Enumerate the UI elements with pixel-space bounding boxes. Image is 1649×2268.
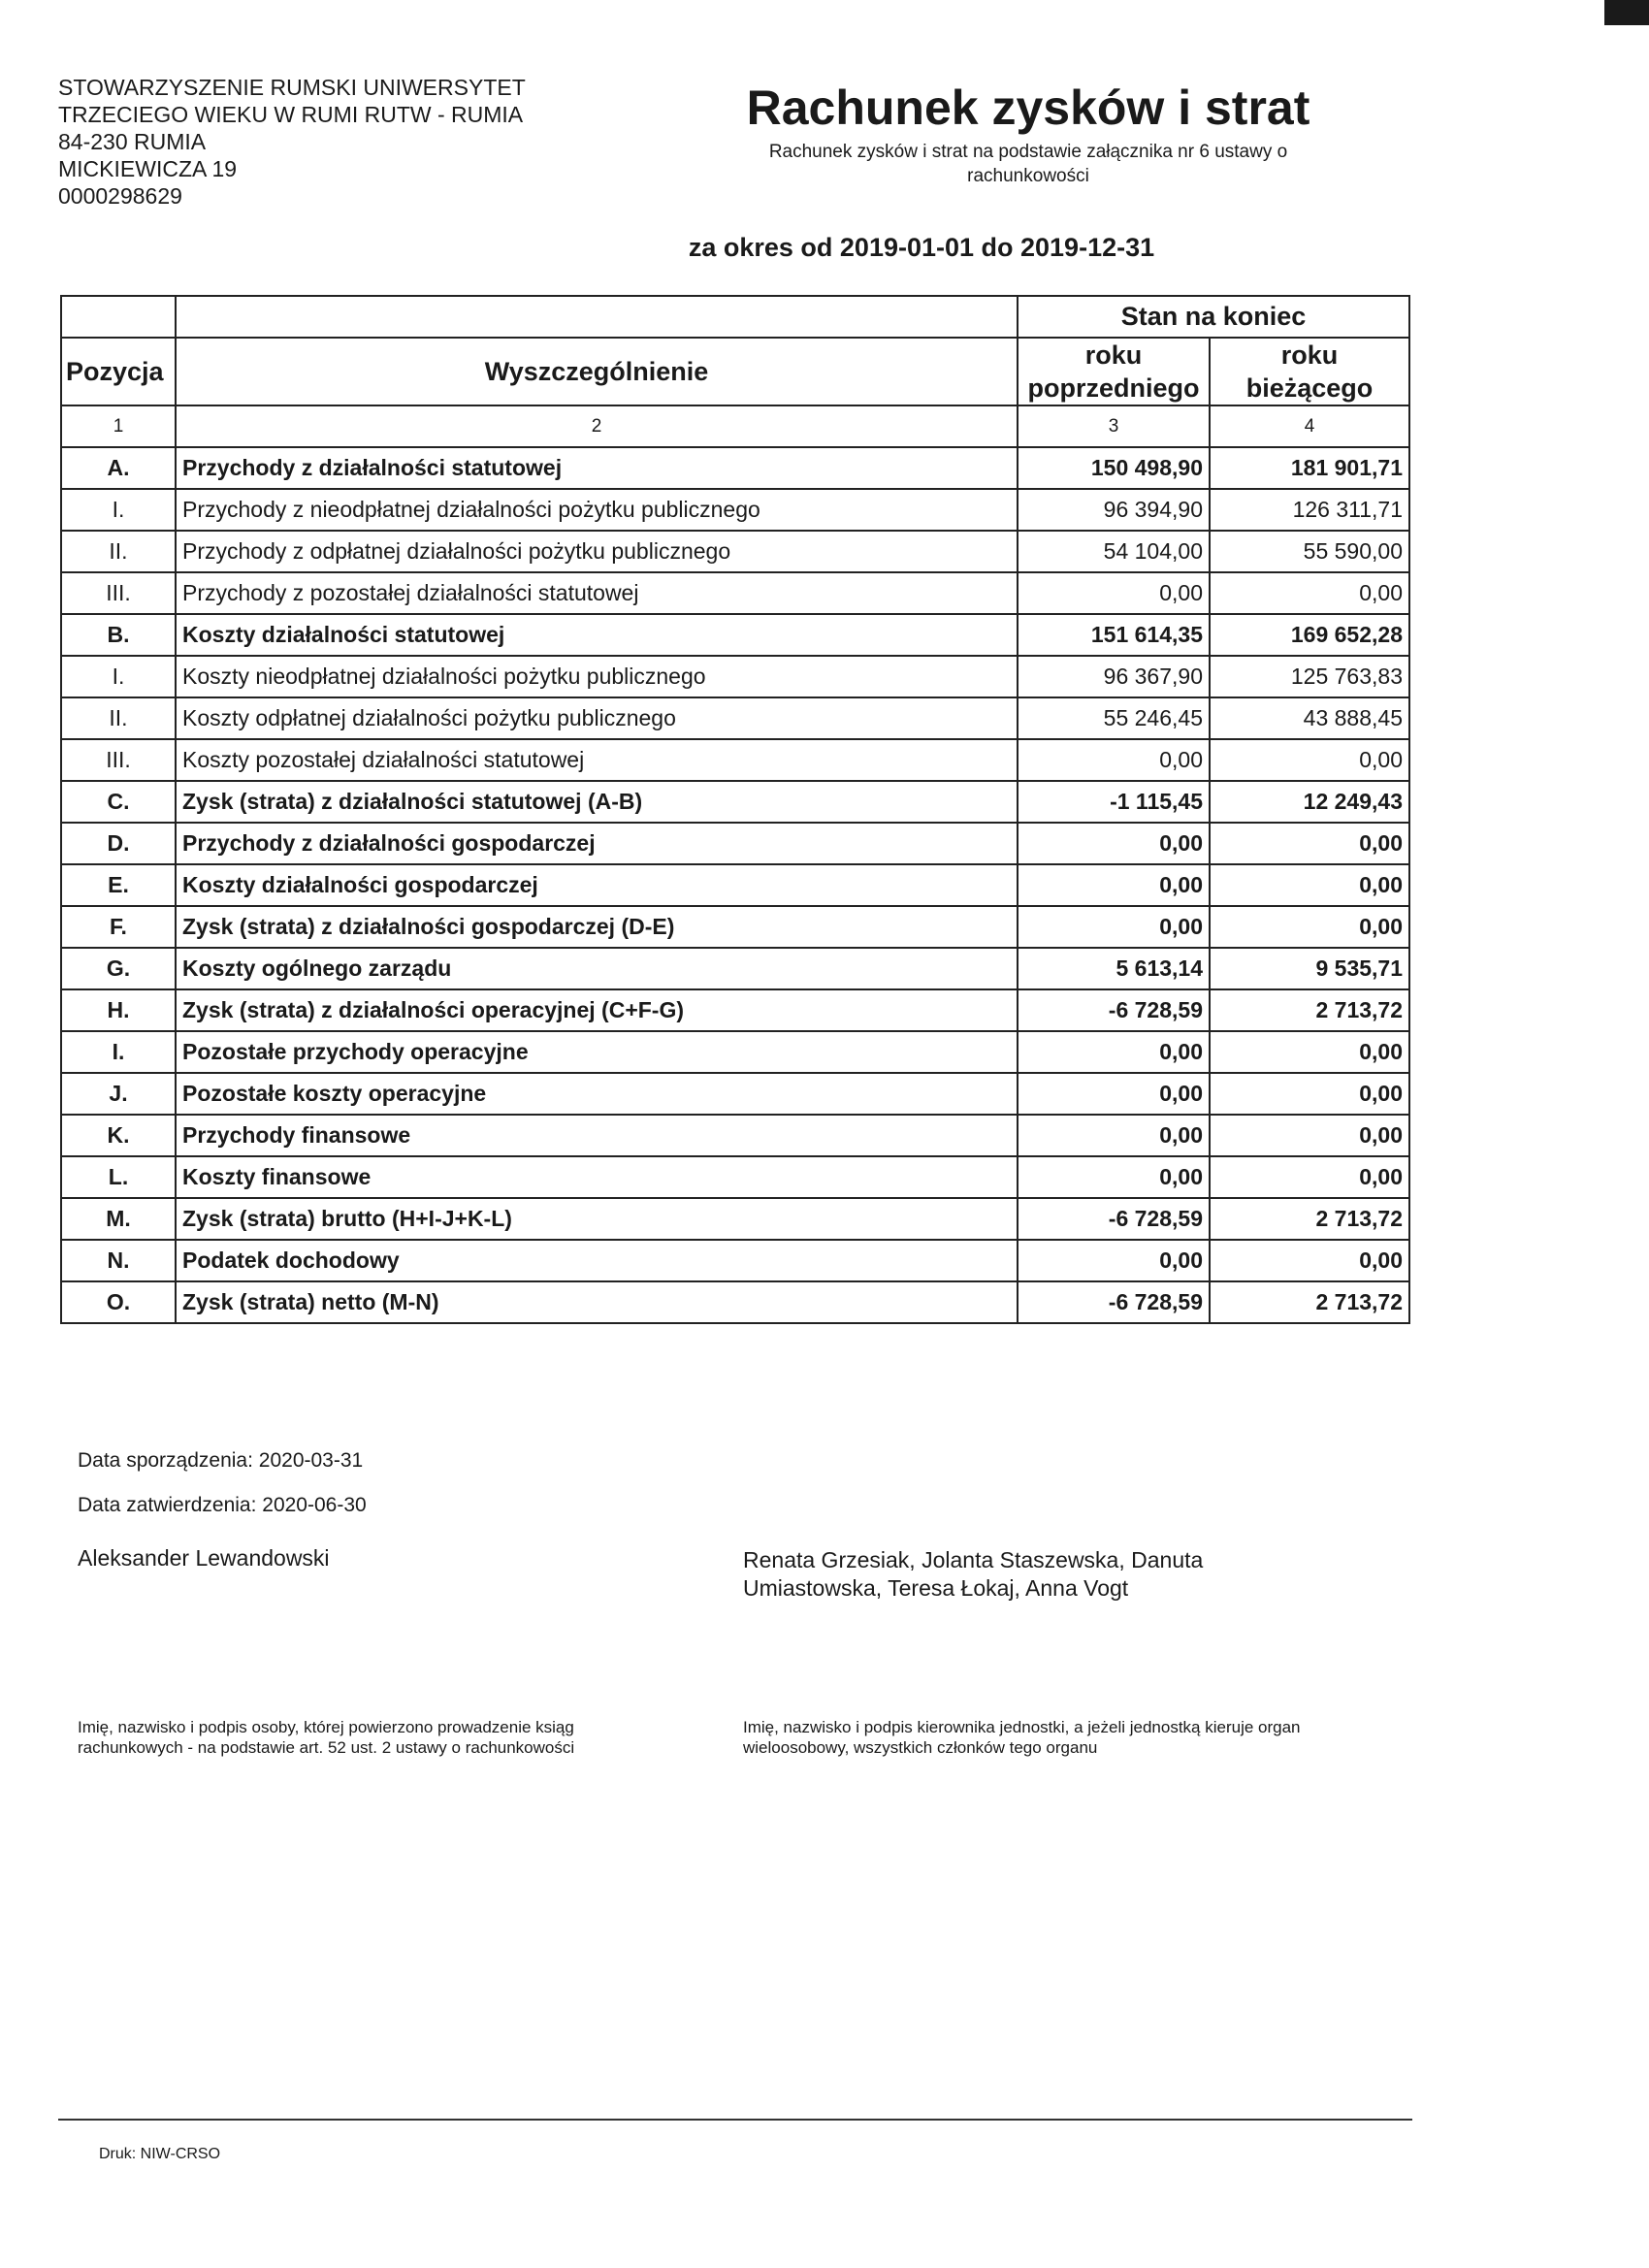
row-description: Zysk (strata) z działalności operacyjnej (C+F-G)	[176, 989, 1018, 1031]
row-value-previous-year: 96 394,90	[1018, 489, 1210, 531]
row-position: B.	[61, 614, 176, 656]
document-title: Rachunek zysków i strat	[746, 81, 1310, 135]
table-row	[61, 447, 1409, 489]
row-value-current-year: 12 249,43	[1210, 781, 1409, 823]
header-prev-line2: poprzedniego	[1027, 373, 1200, 403]
row-position: II.	[61, 697, 176, 739]
row-value-previous-year: -6 728,59	[1018, 1198, 1210, 1240]
row-value-current-year: 43 888,45	[1210, 697, 1409, 739]
header-wyszczegolnienie: Wyszczególnienie	[176, 338, 1018, 405]
management-signature-note	[743, 1717, 1301, 1758]
row-position: A.	[61, 447, 176, 489]
header-curr-year	[1210, 338, 1409, 405]
row-position: M.	[61, 1198, 176, 1240]
bookkeeper-signature-note	[78, 1717, 574, 1758]
row-value-previous-year: 96 367,90	[1018, 656, 1210, 697]
row-description: Zysk (strata) brutto (H+I-J+K-L)	[176, 1198, 1018, 1240]
column-number-1: 1	[61, 405, 176, 447]
row-description: Koszty nieodpłatnej działalności pożytku publicznego	[176, 656, 1018, 697]
row-value-previous-year: 0,00	[1018, 864, 1210, 906]
row-description: Koszty finansowe	[176, 1156, 1018, 1198]
table-row	[61, 1031, 1409, 1073]
table-row	[61, 572, 1409, 614]
row-position: C.	[61, 781, 176, 823]
row-value-current-year: 0,00	[1210, 1156, 1409, 1198]
row-value-current-year: 0,00	[1210, 1115, 1409, 1156]
date-prepared: Data sporządzenia: 2020-03-31	[78, 1449, 364, 1472]
column-number-3: 3	[1018, 405, 1210, 447]
row-value-current-year: 0,00	[1210, 1073, 1409, 1115]
bookkeeper-note-line2: rachunkowych - na podstawie art. 52 ust. 2 ustawy o rachunkowości	[78, 1738, 575, 1757]
row-value-previous-year: 150 498,90	[1018, 447, 1210, 489]
row-description: Przychody z działalności statutowej	[176, 447, 1018, 489]
management-note-line2: wieloosobowy, wszystkich członków tego organu	[743, 1738, 1098, 1757]
bookkeeper-note-line1: Imię, nazwisko i podpis osoby, której powierzono prowadzenie ksiąg	[78, 1718, 574, 1736]
row-value-previous-year: 5 613,14	[1018, 948, 1210, 989]
row-description: Koszty działalności statutowej	[176, 614, 1018, 656]
table-row	[61, 1240, 1409, 1281]
table-row	[61, 489, 1409, 531]
org-krs-number: 0000298629	[58, 183, 182, 209]
row-value-previous-year: 54 104,00	[1018, 531, 1210, 572]
row-value-current-year: 0,00	[1210, 1031, 1409, 1073]
date-approved: Data zatwierdzenia: 2020-06-30	[78, 1494, 367, 1516]
row-value-current-year: 0,00	[1210, 739, 1409, 781]
row-value-current-year: 0,00	[1210, 572, 1409, 614]
org-street: MICKIEWICZA 19	[58, 156, 238, 181]
row-description: Przychody z działalności gospodarczej	[176, 823, 1018, 864]
document-subtitle: Rachunek zysków i strat na podstawie załącznika nr 6 ustawy o rachunkowości	[768, 142, 1288, 186]
row-description: Przychody z nieodpłatnej działalności pożytku publicznego	[176, 489, 1018, 531]
table-row	[61, 531, 1409, 572]
row-value-previous-year: 0,00	[1018, 1073, 1210, 1115]
row-description: Zysk (strata) z działalności statutowej (A-B)	[176, 781, 1018, 823]
row-description: Koszty odpłatnej działalności pożytku publicznego	[176, 697, 1018, 739]
header-curr-line2: bieżącego	[1245, 373, 1374, 403]
row-value-previous-year: 0,00	[1018, 1115, 1210, 1156]
row-description: Koszty pozostałej działalności statutowej	[176, 739, 1018, 781]
scan-corner-mark	[1604, 0, 1649, 25]
row-value-previous-year: 0,00	[1018, 1156, 1210, 1198]
income-statement-table	[60, 295, 1410, 1324]
management-note-line1: Imię, nazwisko i podpis kierownika jednostki, a jeżeli jednostką kieruje organ	[743, 1718, 1301, 1736]
row-position: E.	[61, 864, 176, 906]
row-value-current-year: 2 713,72	[1210, 1281, 1409, 1323]
row-description: Pozostałe koszty operacyjne	[176, 1073, 1018, 1115]
row-position: F.	[61, 906, 176, 948]
table-row	[61, 864, 1409, 906]
row-value-previous-year: 0,00	[1018, 1240, 1210, 1281]
row-value-current-year: 169 652,28	[1210, 614, 1409, 656]
column-number-row	[61, 405, 1409, 447]
row-description: Zysk (strata) z działalności gospodarczej (D-E)	[176, 906, 1018, 948]
row-description: Pozostałe przychody operacyjne	[176, 1031, 1018, 1073]
table-row	[61, 906, 1409, 948]
table-row	[61, 1073, 1409, 1115]
row-description: Koszty ogólnego zarządu	[176, 948, 1018, 989]
row-position: I.	[61, 489, 176, 531]
row-value-current-year: 0,00	[1210, 823, 1409, 864]
table-row	[61, 989, 1409, 1031]
row-value-current-year: 9 535,71	[1210, 948, 1409, 989]
row-position: H.	[61, 989, 176, 1031]
table-row	[61, 948, 1409, 989]
row-position: III.	[61, 739, 176, 781]
row-position: D.	[61, 823, 176, 864]
header-pozycja: Pozycja	[61, 338, 176, 405]
management-names	[743, 1546, 1203, 1603]
row-description: Przychody finansowe	[176, 1115, 1018, 1156]
column-number-4: 4	[1210, 405, 1409, 447]
row-value-previous-year: 0,00	[1018, 739, 1210, 781]
table-row	[61, 1115, 1409, 1156]
management-names-line1: Renata Grzesiak, Jolanta Staszewska, Danuta	[743, 1547, 1204, 1572]
row-value-current-year: 0,00	[1210, 1240, 1409, 1281]
row-position: II.	[61, 531, 176, 572]
row-position: K.	[61, 1115, 176, 1156]
row-value-previous-year: 0,00	[1018, 1031, 1210, 1073]
table-row	[61, 739, 1409, 781]
header-prev-year	[1018, 338, 1210, 405]
row-value-current-year: 2 713,72	[1210, 1198, 1409, 1240]
table-row	[61, 656, 1409, 697]
row-value-previous-year: -6 728,59	[1018, 989, 1210, 1031]
management-names-line2: Umiastowska, Teresa Łokaj, Anna Vogt	[743, 1575, 1129, 1601]
table-row	[61, 1281, 1409, 1323]
row-position: I.	[61, 656, 176, 697]
print-source: Druk: NIW-CRSO	[99, 2146, 221, 2162]
header-stan-na-koniec: Stan na koniec	[1018, 296, 1409, 338]
organization-address	[58, 74, 526, 210]
org-name-line2: TRZECIEGO WIEKU W RUMI RUTW - RUMIA	[58, 102, 524, 127]
row-position: G.	[61, 948, 176, 989]
row-value-previous-year: -1 115,45	[1018, 781, 1210, 823]
bookkeeper-name: Aleksander Lewandowski	[78, 1545, 330, 1571]
org-postal-city: 84-230 RUMIA	[58, 129, 207, 154]
row-position: III.	[61, 572, 176, 614]
row-value-current-year: 125 763,83	[1210, 656, 1409, 697]
row-position: I.	[61, 1031, 176, 1073]
row-description: Przychody z pozostałej działalności statutowej	[176, 572, 1018, 614]
row-value-current-year: 181 901,71	[1210, 447, 1409, 489]
row-value-previous-year: 0,00	[1018, 823, 1210, 864]
row-position: L.	[61, 1156, 176, 1198]
row-value-current-year: 126 311,71	[1210, 489, 1409, 531]
row-value-previous-year: 55 246,45	[1018, 697, 1210, 739]
table-header-row	[61, 338, 1409, 405]
row-value-current-year: 0,00	[1210, 864, 1409, 906]
row-position: N.	[61, 1240, 176, 1281]
column-number-2: 2	[176, 405, 1018, 447]
table-row	[61, 1198, 1409, 1240]
footer-divider	[58, 2119, 1412, 2121]
org-name-line1: STOWARZYSZENIE RUMSKI UNIWERSYTET	[58, 75, 526, 100]
reporting-period: za okres od 2019-01-01 do 2019-12-31	[688, 233, 1155, 262]
row-position: O.	[61, 1281, 176, 1323]
table-row	[61, 697, 1409, 739]
row-description: Przychody z odpłatnej działalności pożytku publicznego	[176, 531, 1018, 572]
row-description: Zysk (strata) netto (M-N)	[176, 1281, 1018, 1323]
row-position: J.	[61, 1073, 176, 1115]
table-row	[61, 614, 1409, 656]
row-value-previous-year: 151 614,35	[1018, 614, 1210, 656]
row-value-previous-year: 0,00	[1018, 572, 1210, 614]
table-header-group-row	[61, 296, 1409, 338]
table-row	[61, 823, 1409, 864]
header-prev-line1: roku	[1084, 340, 1143, 370]
row-description: Koszty działalności gospodarczej	[176, 864, 1018, 906]
row-value-current-year: 2 713,72	[1210, 989, 1409, 1031]
row-description: Podatek dochodowy	[176, 1240, 1018, 1281]
row-value-current-year: 55 590,00	[1210, 531, 1409, 572]
header-curr-line1: roku	[1280, 340, 1339, 370]
table-row	[61, 781, 1409, 823]
table-row	[61, 1156, 1409, 1198]
row-value-previous-year: 0,00	[1018, 906, 1210, 948]
row-value-current-year: 0,00	[1210, 906, 1409, 948]
row-value-previous-year: -6 728,59	[1018, 1281, 1210, 1323]
